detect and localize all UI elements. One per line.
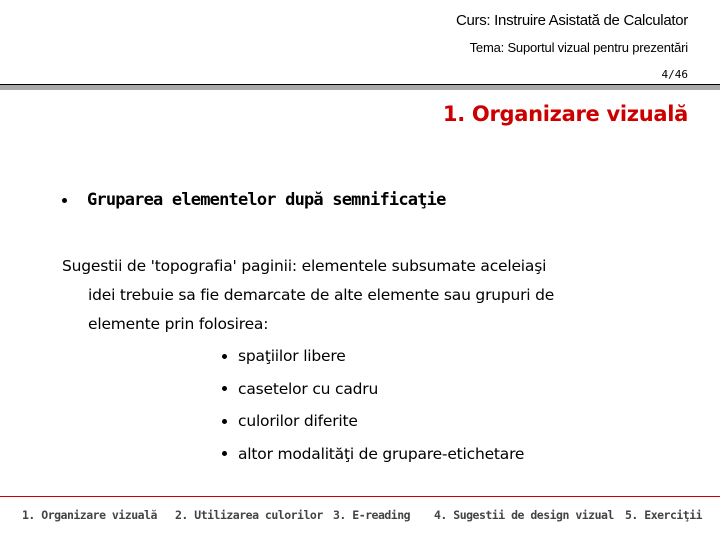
bullet-dot-icon bbox=[222, 451, 227, 456]
page-counter: 4/46 bbox=[661, 68, 688, 81]
list-item bbox=[222, 405, 524, 438]
footer-nav-ereading[interactable]: 3. E-reading bbox=[333, 508, 411, 522]
list-item-text: culorilor diferite bbox=[238, 412, 358, 431]
list-item bbox=[222, 373, 524, 406]
list-item bbox=[222, 340, 524, 373]
bullet-dot-icon bbox=[222, 386, 227, 391]
course-title: Curs: Instruire Asistată de Calculator bbox=[455, 12, 688, 29]
footer-nav-organizare[interactable]: 1. Organizare vizuală bbox=[22, 508, 157, 522]
bullet-dot-icon bbox=[222, 354, 227, 359]
paragraph-line-1: Sugestii de 'topografia' paginii: elementele subsumate aceleiaşi bbox=[62, 257, 547, 275]
bullet-dot-icon bbox=[222, 419, 227, 424]
body-paragraph bbox=[62, 252, 672, 339]
paragraph-line-3: elemente prin folosirea: bbox=[88, 315, 269, 333]
footer-nav bbox=[0, 508, 720, 524]
slide-title: 1. Organizare vizuală bbox=[442, 102, 688, 126]
paragraph-line-2: idei trebuie sa fie demarcate de alte elemente sau grupuri de bbox=[88, 286, 555, 304]
list-item-text: casetelor cu cadru bbox=[238, 379, 379, 398]
list-item-text: altor modalităţi de grupare-etichetare bbox=[238, 444, 525, 463]
main-bullet-text: Gruparea elementelor după semnificaţie bbox=[87, 190, 446, 210]
bullet-dot-icon bbox=[62, 198, 67, 203]
main-bullet bbox=[62, 190, 446, 210]
footer-divider bbox=[0, 496, 720, 497]
footer-nav-design[interactable]: 4. Sugestii de design vizual bbox=[434, 508, 614, 522]
footer-nav-culori[interactable]: 2. Utilizarea culorilor bbox=[175, 508, 323, 522]
footer-nav-exercitii[interactable]: 5. Exerciţii bbox=[625, 508, 703, 522]
list-item bbox=[222, 438, 524, 471]
topic-title: Tema: Suportul vizual pentru prezentări bbox=[469, 40, 688, 55]
header-divider-bar bbox=[0, 84, 720, 91]
sub-bullet-list bbox=[222, 340, 524, 470]
list-item-text: spaţiilor libere bbox=[238, 347, 346, 366]
